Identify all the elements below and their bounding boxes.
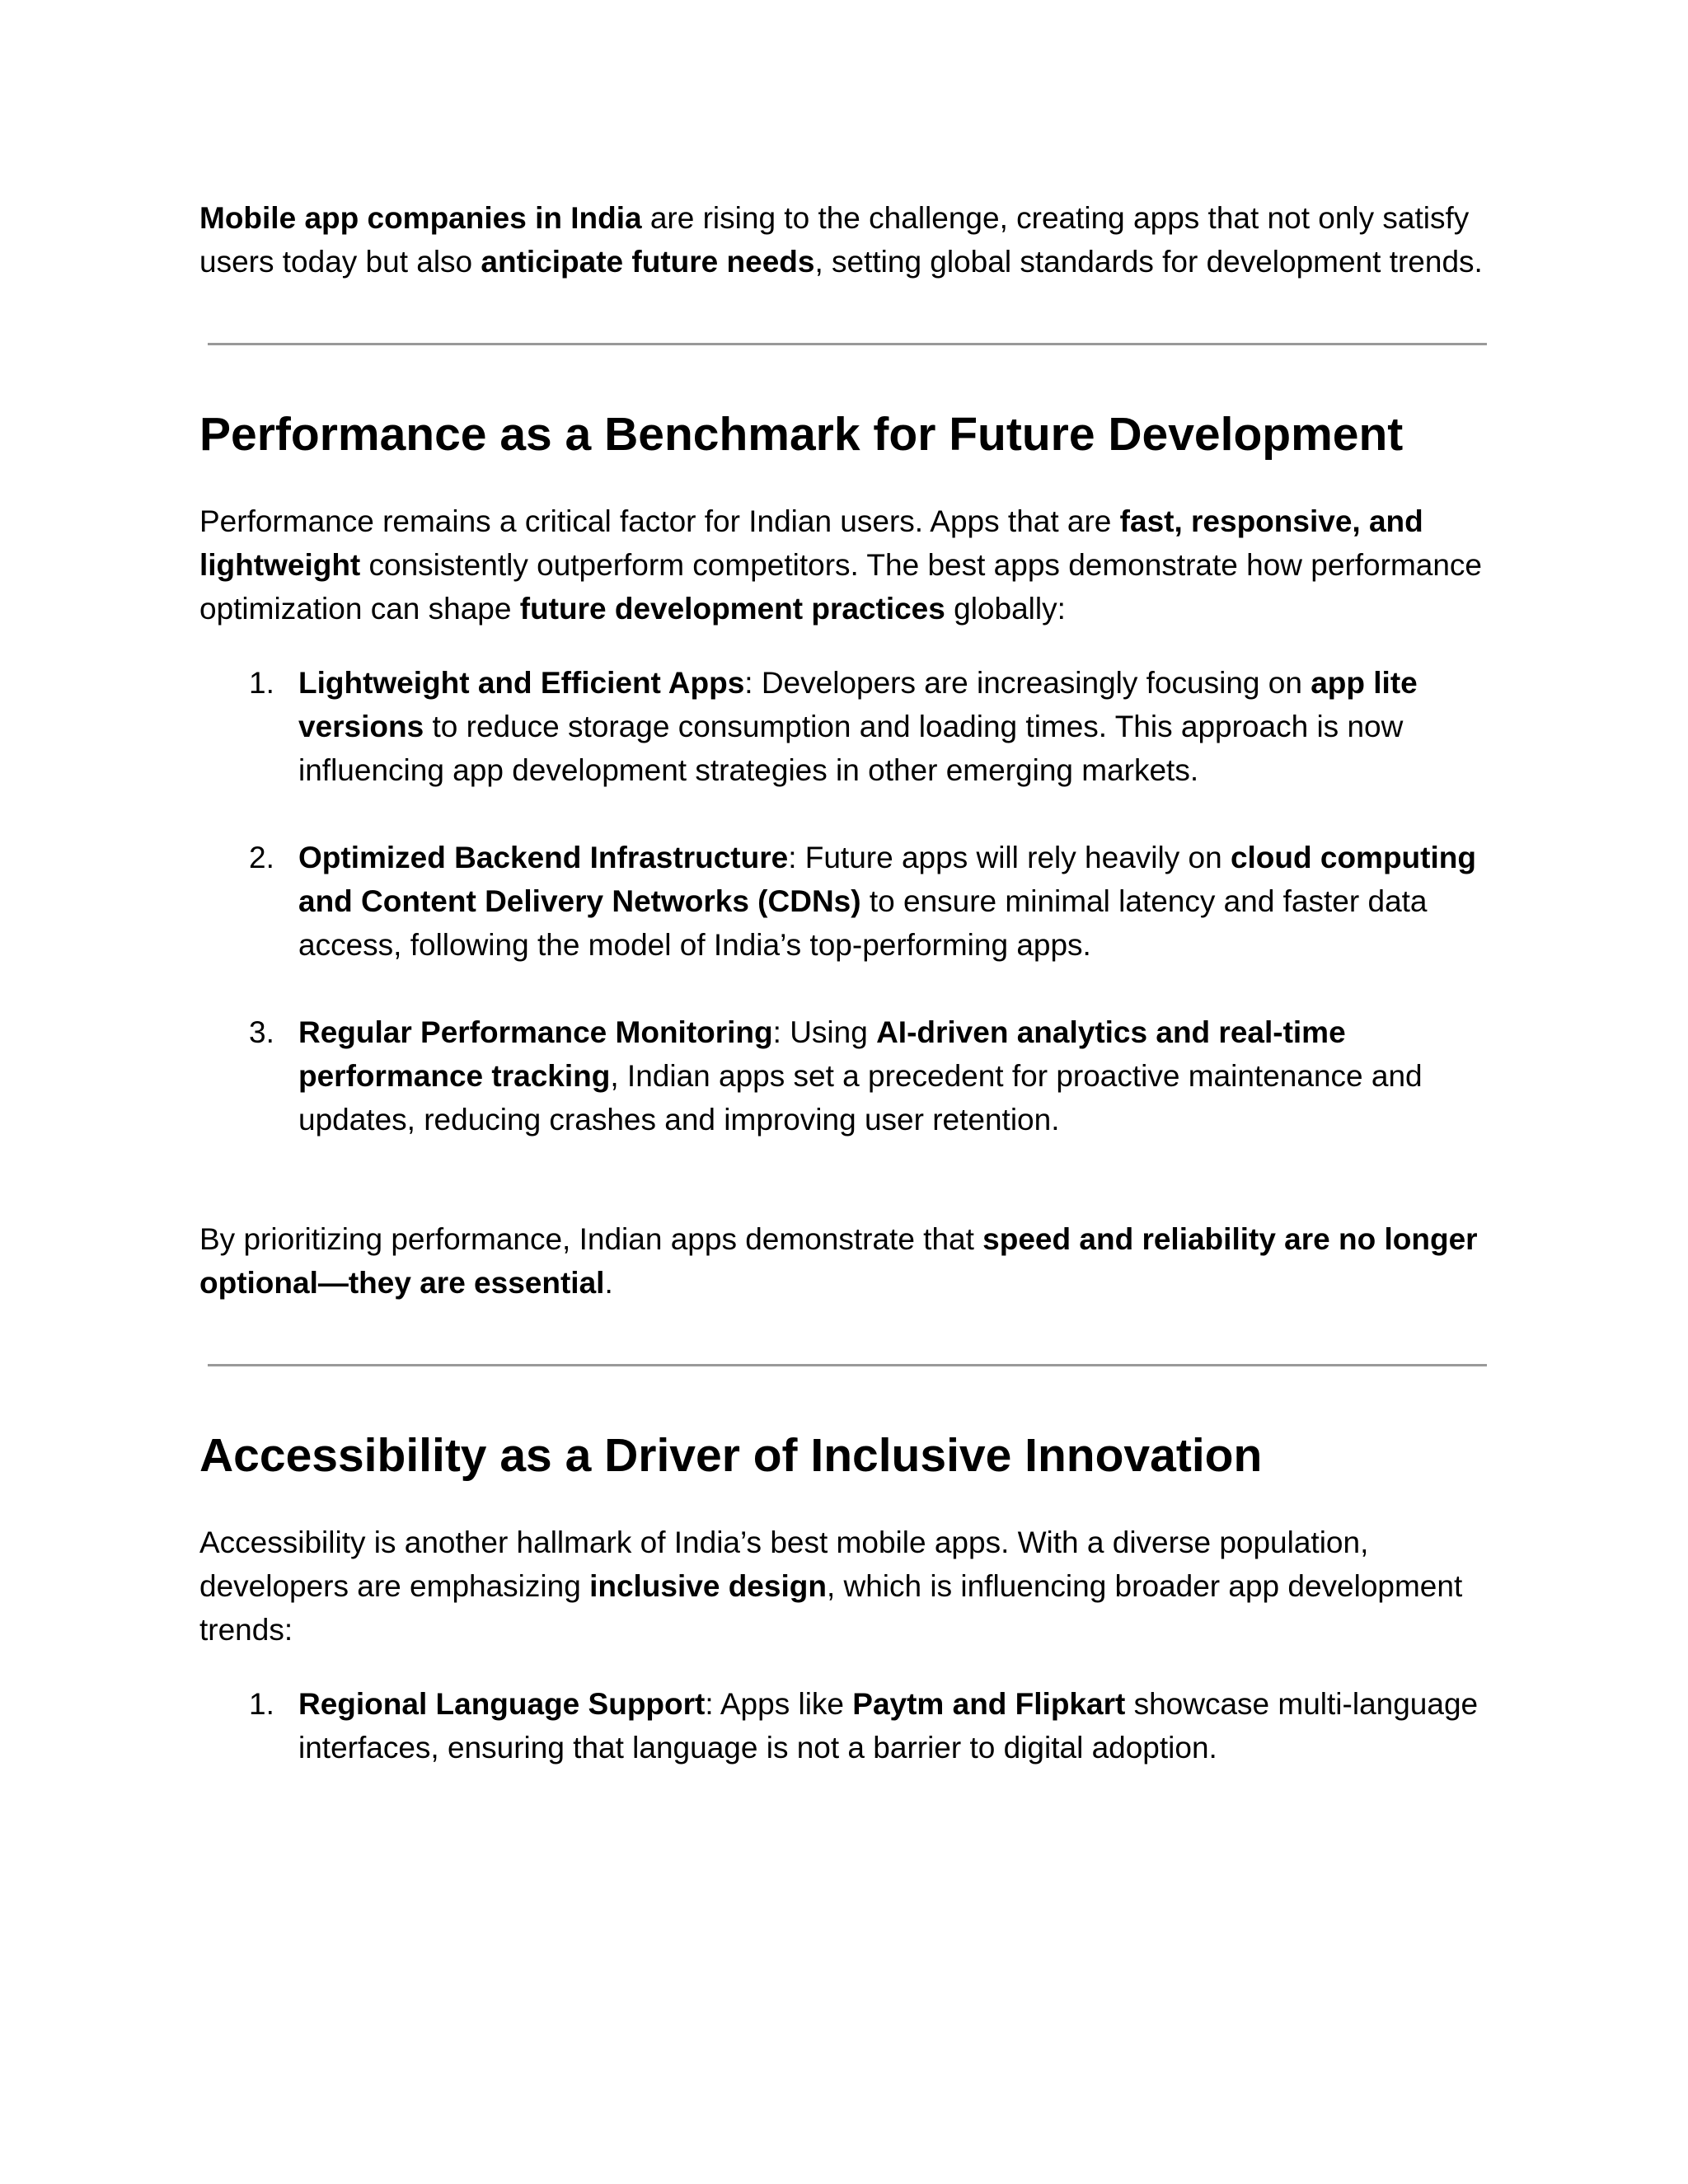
section-2-numbered-list [199, 1682, 1502, 1769]
list-item-bold-1: Regional Language Support [298, 1687, 706, 1721]
list-item-bold-2: app lite versions [298, 666, 1418, 743]
divider-2 [208, 1364, 1487, 1366]
intro-text-1: are rising to the challenge, creating apps that not only satisfy users today but also [199, 201, 1470, 279]
section-1-lead-paragraph [199, 499, 1502, 630]
list-item [199, 661, 1502, 792]
list-item [199, 1010, 1502, 1141]
s1-lead-bold-1: fast, responsive, and lightweight [199, 504, 1423, 582]
s1-lead-text-1: Performance remains a critical factor for Indian users. Apps that are [199, 504, 1120, 538]
section-1-closing-paragraph [199, 1217, 1502, 1305]
list-item-bold-2: Paytm and Flipkart [852, 1687, 1126, 1721]
list-item-bold-1: Regular Performance Monitoring [298, 1015, 773, 1049]
section-1-numbered-list [199, 661, 1502, 1141]
intro-text-2: , setting global standards for development trends. [814, 245, 1483, 279]
s2-lead-bold-1: inclusive design [589, 1569, 827, 1603]
list-item-number: 1. [249, 1687, 274, 1721]
s1-lead-text-3: globally: [945, 592, 1066, 626]
intro-paragraph [199, 196, 1502, 284]
list-item-text-2: to reduce storage consumption and loading times. This approach is now influencing app development strategies in other emerging markets. [298, 710, 1404, 787]
list-item-text-2: showcase multi-language interfaces, ensuring that language is not a barrier to digital adoption. [298, 1687, 1479, 1765]
list-item [199, 1682, 1502, 1769]
list-item-number: 3. [249, 1015, 274, 1049]
list-item [199, 836, 1502, 967]
divider-1 [208, 343, 1487, 345]
list-item-bold-2: cloud computing and Content Delivery Networks (CDNs) [298, 841, 1476, 918]
intro-bold-2: anticipate future needs [481, 245, 815, 279]
document-page [199, 196, 1502, 1769]
intro-bold-1: Mobile app companies in India [199, 201, 642, 235]
s1-closing-text-2: . [604, 1266, 613, 1300]
section-1-heading: Performance as a Benchmark for Future Development [199, 408, 1404, 461]
s1-lead-bold-2: future development practices [519, 592, 945, 626]
list-item-text-1: : Future apps will rely heavily on [788, 841, 1231, 874]
s1-closing-text-1: By prioritizing performance, Indian apps demonstrate that [199, 1222, 983, 1256]
s1-lead-text-2: consistently outperform competitors. The best apps demonstrate how performance optimization can shape [199, 548, 1483, 626]
s2-lead-text-2: , which is influencing broader app development trends: [199, 1569, 1463, 1647]
list-item-bold-2: AI-driven analytics and real-time performance tracking [298, 1015, 1346, 1093]
list-item-bold-1: Optimized Backend Infrastructure [298, 841, 789, 874]
list-item-text-2: , Indian apps set a precedent for proactive maintenance and updates, reducing crashes and improving user retention. [298, 1059, 1423, 1137]
list-item-text-1: : Using [772, 1015, 877, 1049]
s1-closing-bold-1: speed and reliability are no longer optional—they are essential [199, 1222, 1478, 1300]
section-2-lead-paragraph [199, 1521, 1502, 1652]
list-item-text-1: : Apps like [705, 1687, 853, 1721]
list-item-number: 2. [249, 841, 274, 874]
list-item-text-1: : Developers are increasingly focusing on [744, 666, 1311, 700]
list-item-text-2: to ensure minimal latency and faster data access, following the model of India’s top-performing apps. [298, 884, 1428, 962]
list-item-number: 1. [249, 666, 274, 700]
s2-lead-text-1: Accessibility is another hallmark of India’s best mobile apps. With a diverse population, developers are emphasizing [199, 1526, 1369, 1603]
list-item-bold-1: Lightweight and Efficient Apps [298, 666, 745, 700]
section-2-heading: Accessibility as a Driver of Inclusive Innovation [199, 1429, 1263, 1482]
